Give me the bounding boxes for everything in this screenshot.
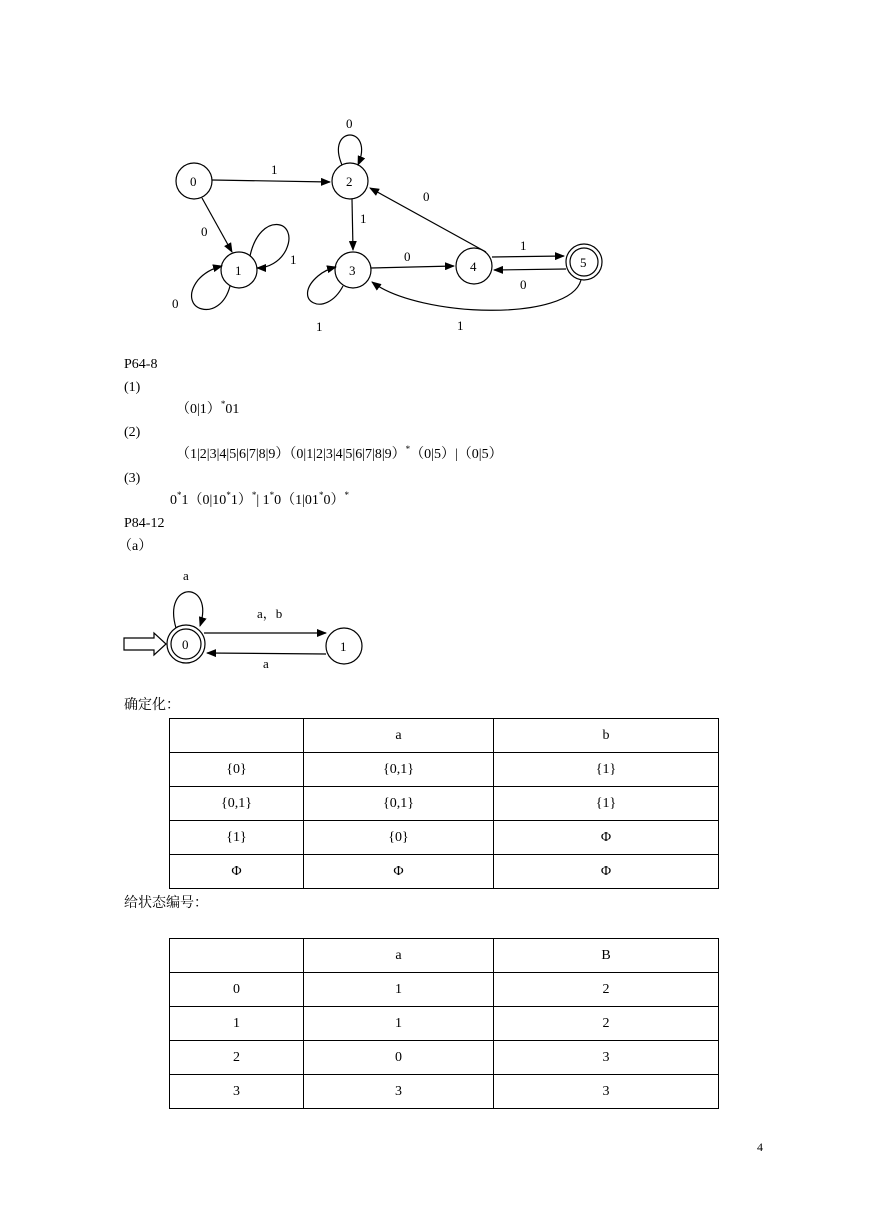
table-header-cell [170, 719, 304, 753]
table-row [170, 855, 719, 889]
table-cell: Φ [170, 855, 304, 889]
table-cell: Φ [304, 855, 494, 889]
part-label-1: (1) [124, 380, 141, 395]
table2-caption: 给状态编号： [124, 896, 208, 911]
state-label-0: 0 [190, 174, 197, 189]
table-cell: {0,1} [304, 787, 494, 821]
edge-label-0-2: 1 [271, 162, 278, 177]
nfa-edge-1-0 [207, 653, 326, 654]
table-cell: {1} [170, 821, 304, 855]
table-header-cell: a [304, 939, 494, 973]
edge-label-4-5: 1 [520, 238, 527, 253]
nfa-edge-label-1-0: a [263, 656, 269, 671]
table-row [170, 753, 719, 787]
regex-1: （0|1）*01 [176, 399, 240, 417]
table-cell: {1} [494, 753, 719, 787]
nfa-state-label-0: 0 [182, 637, 189, 652]
edge-label-loop-2: 0 [346, 116, 353, 131]
edge-3-4 [371, 266, 454, 268]
edge-label-5-3: 1 [457, 318, 464, 333]
loop-2 [338, 135, 361, 165]
state-label-3: 3 [349, 263, 356, 278]
edge-2-3 [352, 199, 353, 250]
page-number: 4 [757, 1140, 763, 1154]
loop-1-bottom [192, 266, 230, 309]
table-cell: Φ [494, 855, 719, 889]
dfa-diagram-1 [0, 0, 869, 360]
state-label-2: 2 [346, 174, 353, 189]
regex-2: （1|2|3|4|5|6|7|8|9）（0|1|2|3|4|5|6|7|8|9）*（0|5）|（0|5） [176, 444, 503, 462]
table-header-cell: b [494, 719, 719, 753]
nfa-edge-label-0-1: a，b [257, 606, 283, 621]
section-heading-p64-8: P64-8 [124, 357, 158, 372]
table-row [170, 787, 719, 821]
start-arrow [124, 633, 166, 655]
table-cell: {0} [304, 821, 494, 855]
nfa-edge-label-loop-0: a [183, 568, 189, 583]
nfa-loop-0 [174, 592, 203, 628]
edge-label-2-3: 1 [360, 211, 367, 226]
table-cell: 2 [494, 1007, 719, 1041]
table-cell: 3 [494, 1041, 719, 1075]
edge-label-loop-1-bottom: 0 [172, 296, 179, 311]
table-cell: 2 [494, 973, 719, 1007]
table-row [170, 1075, 719, 1109]
edge-4-5 [492, 256, 564, 257]
table-header-cell: B [494, 939, 719, 973]
table-cell: 1 [304, 1007, 494, 1041]
part-label-2: (2) [124, 425, 141, 440]
table-cell: 0 [304, 1041, 494, 1075]
table-row [170, 973, 719, 1007]
table-header-row [170, 719, 719, 753]
state-label-4: 4 [470, 259, 477, 274]
table-cell: {0,1} [304, 753, 494, 787]
table-row [170, 1007, 719, 1041]
regex-3: 0*1（0|10*1）*| 1*0（1|01*0）* [170, 490, 349, 508]
table-header-cell: a [304, 719, 494, 753]
edge-label-loop-3: 1 [316, 319, 323, 334]
edge-label-0-1: 0 [201, 224, 208, 239]
table-header-cell [170, 939, 304, 973]
edge-label-5-4: 0 [520, 277, 527, 292]
table-header-row [170, 939, 719, 973]
table-cell: 3 [494, 1075, 719, 1109]
loop-1-top [250, 224, 289, 268]
table-cell: Φ [494, 821, 719, 855]
edge-5-3 [372, 280, 581, 310]
table-row [170, 821, 719, 855]
edge-label-loop-1-top: 1 [290, 252, 297, 267]
loop-3 [308, 267, 343, 304]
state-label-1: 1 [235, 263, 242, 278]
table-cell: {0} [170, 753, 304, 787]
nfa-diagram-2 [0, 560, 869, 690]
table1-caption: 确定化： [124, 698, 180, 713]
state-numbering-table [169, 938, 719, 1109]
table-cell: 2 [170, 1041, 304, 1075]
section-heading-p84-12: P84-12 [124, 516, 165, 531]
table-cell: {1} [494, 787, 719, 821]
edge-label-3-4: 0 [404, 249, 411, 264]
part-label-3: (3) [124, 471, 141, 486]
table-cell: 1 [304, 973, 494, 1007]
table-row [170, 1041, 719, 1075]
table-cell: 0 [170, 973, 304, 1007]
edge-5-4 [494, 269, 566, 270]
determinization-table [169, 718, 719, 889]
state-label-5: 5 [580, 255, 587, 270]
part-label-a: （a） [118, 539, 153, 554]
table-cell: {0,1} [170, 787, 304, 821]
nfa-state-label-1: 1 [340, 639, 347, 654]
edge-0-2 [212, 180, 330, 182]
edge-label-4-2: 0 [423, 189, 430, 204]
table-cell: 1 [170, 1007, 304, 1041]
table-cell: 3 [304, 1075, 494, 1109]
table-cell: 3 [170, 1075, 304, 1109]
